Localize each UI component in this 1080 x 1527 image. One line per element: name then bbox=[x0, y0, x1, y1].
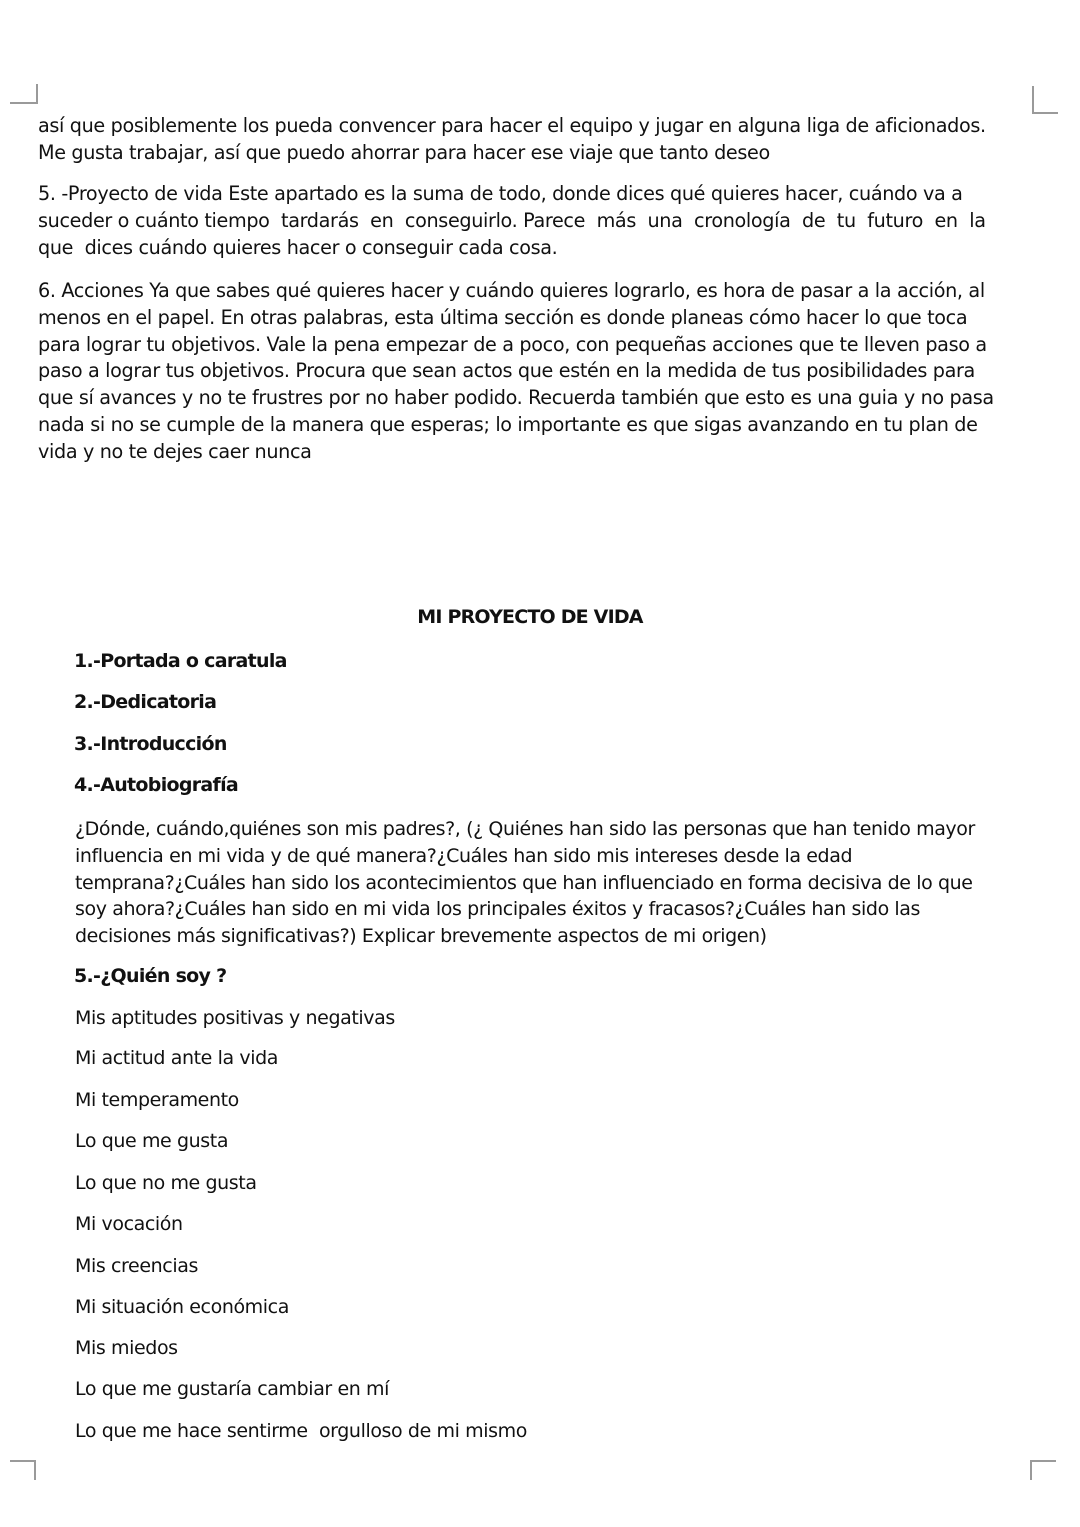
text-line: nada si no se cumple de la manera que esperas; lo importante es que sigas avanzando en tu plan de bbox=[38, 412, 978, 436]
list-item: Mi actitud ante la vida bbox=[75, 1047, 278, 1069]
heading-quien-soy: 5.-¿Quién soy ? bbox=[74, 965, 227, 987]
continuation-paragraph bbox=[38, 113, 1018, 167]
text-line: para lograr tu objetivos. Vale la pena empezar de a poco, con pequeñas acciones que te lleven paso a bbox=[38, 332, 987, 356]
page-title: MI PROYECTO DE VIDA bbox=[417, 606, 643, 628]
text-line: ¿Dónde, cuándo,quiénes son mis padres?, (¿ Quiénes han sido las personas que han tenido mayor bbox=[75, 818, 975, 840]
list-item: Lo que me hace sentirme orgulloso de mi mismo bbox=[75, 1420, 527, 1442]
list-item: Mis miedos bbox=[75, 1337, 178, 1359]
crop-mark-top-left bbox=[10, 84, 38, 104]
list-item: Mis creencias bbox=[75, 1255, 198, 1277]
text-line: decisiones más significativas?) Explicar brevemente aspectos de mi origen) bbox=[75, 925, 767, 948]
section-5-paragraph bbox=[38, 181, 1018, 261]
list-item: Mi situación económica bbox=[75, 1296, 289, 1318]
list-item: Lo que me gustaría cambiar en mí bbox=[75, 1378, 390, 1400]
text-line: que sí avances y no te frustres por no haber podido. Recuerda también que esto es una guia y no pasa bbox=[38, 386, 994, 410]
text-line: influencia en mi vida y de qué manera?¿Cuáles han sido mis intereses desde la edad bbox=[75, 844, 853, 867]
section-6-paragraph bbox=[38, 278, 1018, 466]
heading-portada: 1.-Portada o caratula bbox=[74, 650, 287, 672]
heading-autobiografia: 4.-Autobiografía bbox=[74, 774, 239, 796]
crop-mark-bottom-left bbox=[10, 1460, 36, 1480]
text-line: suceder o cuánto tiempo tardarás en conseguirlo. Parece más una cronología de tu futuro en la bbox=[38, 208, 986, 232]
list-item: Lo que me gusta bbox=[75, 1130, 229, 1152]
text-line: temprana?¿Cuáles han sido los acontecimientos que han influenciado en forma decisiva de lo que bbox=[75, 871, 973, 894]
text-line: soy ahora?¿Cuáles han sido en mi vida los principales éxitos y fracasos?¿Cuáles han sido las bbox=[75, 898, 921, 921]
heading-introduccion: 3.-Introducción bbox=[74, 733, 227, 755]
list-item: Mi temperamento bbox=[75, 1089, 239, 1111]
heading-dedicatoria: 2.-Dedicatoria bbox=[74, 691, 217, 713]
list-item: Mi vocación bbox=[75, 1213, 183, 1235]
list-item: Mis aptitudes positivas y negativas bbox=[75, 1007, 395, 1029]
crop-mark-top-right bbox=[1032, 86, 1058, 114]
text-line: vida y no te dejes caer nunca bbox=[38, 439, 312, 463]
text-line: Me gusta trabajar, así que puedo ahorrar para hacer ese viaje que tanto deseo bbox=[38, 140, 770, 164]
text-line: así que posiblemente los pueda convencer para hacer el equipo y jugar en alguna liga de aficionados. bbox=[38, 114, 986, 137]
text-line: que dices cuándo quieres hacer o conseguir cada cosa. bbox=[38, 235, 558, 259]
crop-mark-bottom-right bbox=[1030, 1460, 1056, 1480]
text-line: menos en el papel. En otras palabras, esta última sección es donde planeas cómo hacer lo que toca bbox=[38, 305, 968, 329]
text-line: 6. Acciones Ya que sabes qué quieres hacer y cuándo quieres lograrlo, es hora de pasar a la acción, al bbox=[38, 279, 985, 302]
text-line: 5. -Proyecto de vida Este apartado es la suma de todo, donde dices qué quieres hacer, cuándo va a bbox=[38, 182, 963, 205]
autobiography-paragraph bbox=[75, 816, 1035, 950]
text-line: paso a lograr tus objetivos. Procura que sean actos que estén en la medida de tus posibilidades para bbox=[38, 359, 975, 383]
list-item: Lo que no me gusta bbox=[75, 1172, 257, 1194]
